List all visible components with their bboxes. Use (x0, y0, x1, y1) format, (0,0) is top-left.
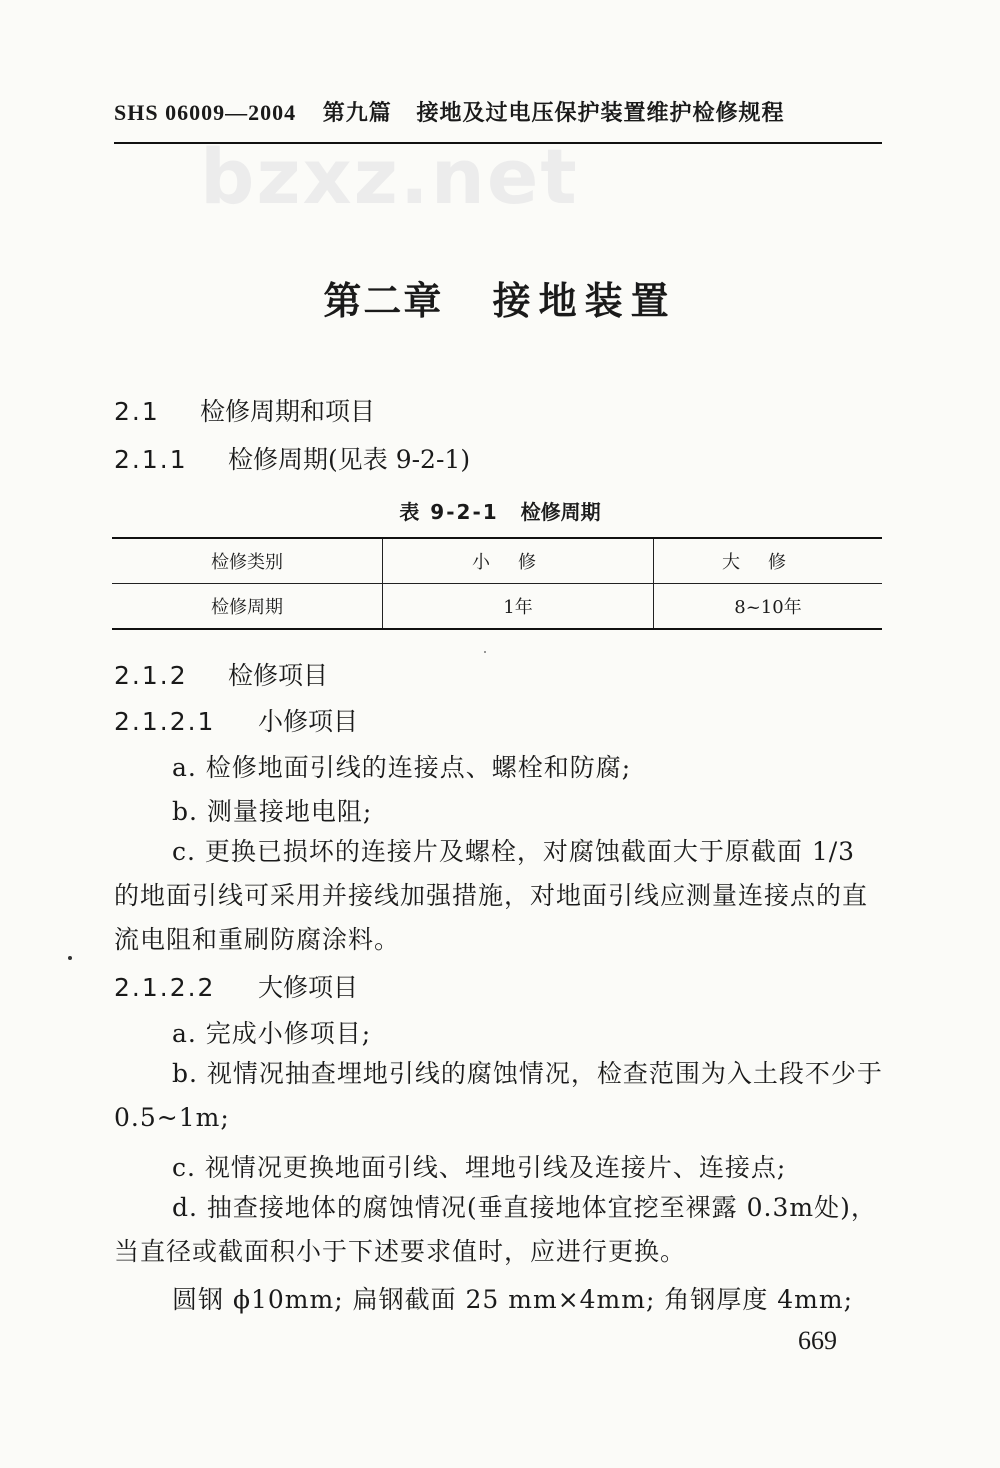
table-cell: 8~10年 (654, 584, 883, 630)
section-2-1 (114, 392, 375, 428)
major-item-b: b. 视情况抽查埋地引线的腐蚀情况，检查范围为入土段不少于 0.5~1m; (114, 1059, 883, 1132)
table-row (112, 584, 882, 630)
watermark: bzxz.net (200, 132, 579, 221)
table-cell: 小修 (383, 538, 654, 584)
section-title: 检修项目 (228, 661, 329, 690)
section-number: 2.1.2 (114, 661, 188, 690)
section-title: 小修项目 (258, 707, 359, 736)
part-label: 第九篇 (322, 100, 392, 126)
section-2-1-2 (114, 656, 328, 692)
section-number: 2.1 (114, 397, 160, 426)
section-number: 2.1.2.2 (114, 973, 216, 1002)
chapter-heading (0, 270, 1000, 325)
major-item-a: a. 完成小修项目; (172, 1019, 372, 1048)
section-title: 检修周期和项目 (200, 397, 376, 426)
table-title: 检修周期 (520, 500, 601, 524)
table-number: 表 9-2-1 (399, 500, 499, 524)
major-item-e: 圆钢 ϕ10mm; 扁钢截面 25 mm×4mm; 角钢厚度 4mm; (172, 1285, 854, 1314)
scan-speck (68, 956, 72, 960)
maintenance-cycle-table (112, 537, 882, 630)
header-title: 接地及过电压保护装置维护检修规程 (416, 100, 785, 126)
page-number: 669 (798, 1326, 837, 1355)
section-2-1-1 (114, 440, 470, 476)
section-title: 检修周期(见表 9-2-1) (228, 445, 471, 474)
table-cell: 检修类别 (112, 538, 383, 584)
major-item-d: d. 抽查接地体的腐蚀情况(垂直接地体宜挖至裸露 0.3m处)，当直径或截面积小于下述要求值时，应进行更换。 (114, 1193, 877, 1266)
section-number: 2.1.2.1 (114, 707, 216, 736)
section-title: 大修项目 (258, 973, 359, 1002)
table-caption (0, 496, 1000, 525)
scan-speck (484, 651, 486, 653)
table-cell: 1年 (383, 584, 654, 630)
standard-code: SHS 06009—2004 (114, 100, 297, 125)
table-cell: 大修 (654, 538, 883, 584)
major-item-c: c. 视情况更换地面引线、埋地引线及连接片、连接点; (172, 1153, 787, 1182)
minor-item-b: b. 测量接地电阻; (172, 797, 373, 826)
minor-item-c: c. 更换已损坏的连接片及螺栓，对腐蚀截面大于原截面 1/3 的地面引线可采用并接线加强措施，对地面引线应测量连接点的直流电阻和重刷防腐涂料。 (114, 837, 869, 954)
chapter-title: 接地装置 (492, 278, 677, 323)
minor-item-a: a. 检修地面引线的连接点、螺栓和防腐; (172, 753, 632, 782)
running-header (114, 96, 882, 127)
table-cell: 检修周期 (112, 584, 383, 630)
section-number: 2.1.1 (114, 445, 188, 474)
chapter-number: 第二章 (323, 278, 444, 323)
section-2-1-2-2 (114, 968, 358, 1004)
table-row (112, 538, 882, 584)
section-2-1-2-1 (114, 702, 358, 738)
